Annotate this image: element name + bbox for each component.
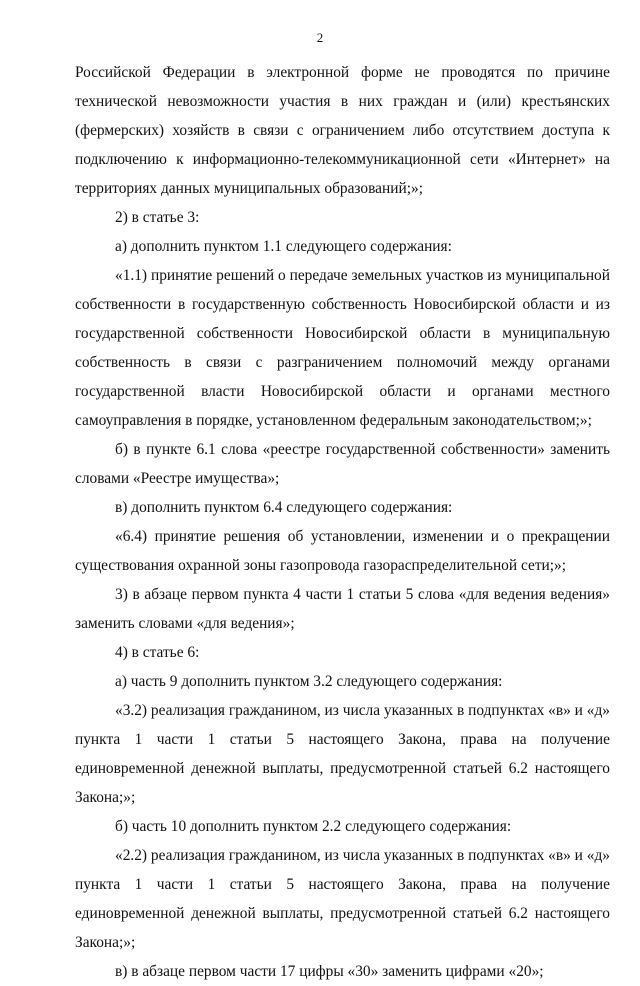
document-body — [75, 58, 610, 986]
paragraph-item-4: 4) в статье 6: — [115, 644, 200, 661]
paragraph-subitem-v: в) дополнить пунктом 6.4 следующего содержания: — [115, 499, 453, 516]
paragraph-quote-6-4: «6.4) принятие решения об установлении, изменении и о прекращении существования охранной зоны газопровода газораспределительной сети;»; — [75, 528, 610, 574]
paragraph-continuation: Российской Федерации в электронной форме не проводятся по причине технической невозможности участия в них граждан и (или) крестьянских (фермерских) хозяйств в связи с ограничением либо отсутствием доступа к подключению к информационно-телекоммуникационной сети «Интернет» на территориях данных муниципальных образований;»; — [75, 64, 610, 197]
paragraph-subitem-v-2: в) в абзаце первом части 17 цифры «30» заменить цифрами «20»; — [115, 963, 544, 980]
paragraph-subitem-a-2: а) часть 9 дополнить пунктом 3.2 следующего содержания: — [115, 673, 503, 690]
paragraph-quote-3-2: «3.2) реализация гражданином, из числа указанных в подпунктах «в» и «д» пункта 1 части 1 статьи 5 настоящего Закона, права на получение единовременной денежной выплаты, предусмотренной статьей 6.2 настоящего Закона;»; — [75, 702, 610, 806]
paragraph-subitem-b-2: б) часть 10 дополнить пунктом 2.2 следующего содержания: — [115, 818, 512, 835]
paragraph-subitem-a: а) дополнить пунктом 1.1 следующего содержания: — [115, 238, 452, 255]
page-number: 2 — [316, 30, 324, 45]
paragraph-item-2: 2) в статье 3: — [115, 209, 200, 226]
paragraph-subitem-b: б) в пункте 6.1 слова «реестре государственной собственности» заменить словами «Реестре имущества»; — [75, 441, 610, 487]
paragraph-quote-1-1: «1.1) принятие решений о передаче земельных участков из муниципальной собственности в государственную собственность Новосибирской области и из государственной собственности Новосибирской области в муниципальную собственность в связи с разграничением полномочий между органами государственной власти Новосибирской области и органами местного самоуправления в порядке, установленном федеральным законодательством;»; — [75, 267, 610, 429]
paragraph-quote-2-2: «2.2) реализация гражданином, из числа указанных в подпунктах «в» и «д» пункта 1 части 1 статьи 5 настоящего Закона, права на получение единовременной денежной выплаты, предусмотренной статьей 6.2 настоящего Закона;»; — [75, 847, 610, 951]
paragraph-item-3: 3) в абзаце первом пункта 4 части 1 статьи 5 слова «для ведения ведения» заменить словами «для ведения»; — [75, 586, 610, 632]
